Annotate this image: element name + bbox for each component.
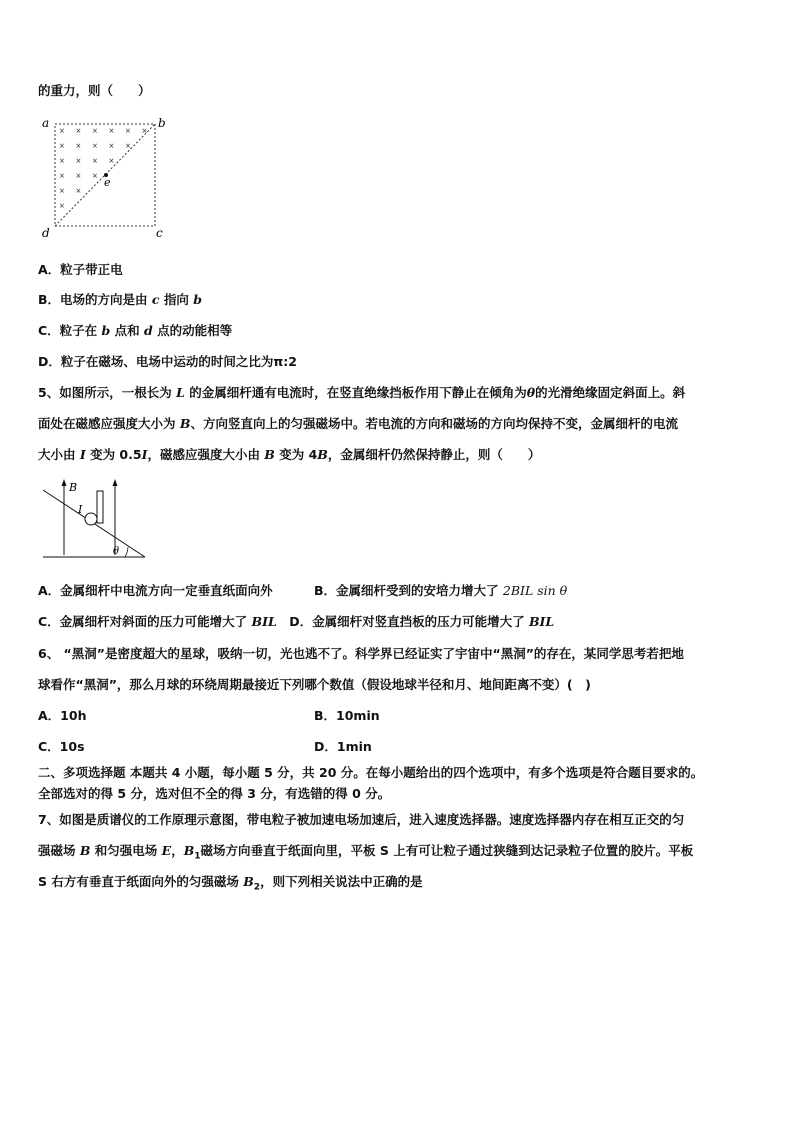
field-x-mark: ×	[141, 127, 148, 135]
field-x-mark: ×	[92, 172, 98, 180]
field-x-mark: ×	[125, 127, 131, 135]
q4-option-d: D．粒子在磁场、电场中运动的时间之比为π:2	[38, 354, 297, 369]
q6-option-c: C．10s	[38, 739, 85, 754]
q5-stem-line1: 5、如图所示，一根长为 L 的金属细杆通有电流时，在竖直绝缘挡板作用下静止在倾角为θ的光滑绝缘固定斜面上。斜	[38, 385, 686, 400]
field-x-mark: ×	[92, 157, 98, 165]
q6-option-d: D．1min	[314, 739, 372, 754]
field-x-mark: ×	[59, 157, 65, 165]
label-e: e	[104, 176, 111, 189]
q6-option-b: B．10min	[314, 708, 380, 723]
q5-option-c-d: C．金属细杆对斜面的压力可能增大了 BIL D．金属细杆对竖直挡板的压力可能增大了 BIL	[38, 614, 555, 629]
q7-stem-line1: 7、如图是质谱仪的工作原理示意图，带电粒子被加速电场加速后，进入速度选择器。速度选择器内存在相互正交的匀	[38, 812, 685, 827]
q5-stem-line3: 大小由 I 变为 0.5I，磁感应强度大小由 B 变为 4B，金属细杆仍然保持静止，则（ ）	[38, 447, 541, 462]
q4-stem-tail: 的重力，则（ ）	[38, 83, 151, 98]
metal-rod	[85, 513, 97, 525]
q4-figure	[40, 115, 170, 240]
field-x-mark: ×	[75, 127, 82, 135]
angle-arc	[125, 547, 128, 557]
label-a: a	[42, 116, 50, 130]
q4-option-a: A．粒子带正电	[38, 262, 123, 277]
q5-option-a: A．金属细杆中电流方向一定垂直纸面向外	[38, 583, 273, 598]
field-x-mark: ×	[108, 157, 115, 165]
field-x-mark: ×	[92, 142, 98, 150]
q7-stem-line3: S 右方有垂直于纸面向外的匀强磁场 $B_2$，则下列相关说法中正确的是	[38, 874, 423, 893]
vertical-baffle	[97, 491, 103, 523]
q4-option-b: B．电场的方向是由 c 指向 b	[38, 292, 202, 307]
q7-stem-line2: 强磁场 B 和匀强电场 E，$B_1$磁场方向垂直于纸面向里，平板 S 上有可让粒子通过狭缝到达记录粒子位置的胶片。平板	[38, 843, 694, 862]
field-x-mark: ×	[59, 172, 65, 180]
field-x-mark: ×	[108, 127, 115, 135]
field-x-mark: ×	[75, 157, 82, 165]
label-c: c	[156, 226, 163, 240]
field-x-mark: ×	[108, 142, 115, 150]
label-current-i: I	[78, 503, 83, 516]
q5-figure	[40, 477, 155, 562]
field-x-mark: ×	[75, 142, 82, 150]
field-x-mark: ×	[75, 187, 82, 195]
field-x-mark: ×	[75, 172, 82, 180]
label-theta: θ	[113, 546, 120, 557]
field-x-mark: ×	[59, 187, 65, 195]
q6-stem-line1: 6、 “黑洞”是密度超大的星球，吸纳一切，光也逃不了。科学界已经证实了宇宙中“黑洞”的存在，某同学思考若把地	[38, 646, 684, 661]
magnetic-field-marks	[59, 127, 147, 210]
label-field-b: B	[69, 481, 78, 494]
section2-instructions-line2: 全部选对的得 5 分，选对但不全的得 3 分，有选错的得 0 分。	[38, 786, 391, 801]
label-d: d	[42, 226, 50, 240]
field-x-mark: ×	[59, 142, 65, 150]
q5-option-b: B．金属细杆受到的安培力增大了 2BIL sin θ	[314, 583, 568, 598]
q4-option-c: C．粒子在 b 点和 d 点的动能相等	[38, 323, 233, 338]
q6-option-a: A．10h	[38, 708, 87, 723]
q6-stem-line2: 球看作“黑洞”，那么月球的环绕周期最接近下列哪个数值（假设地球半径和月、地间距离不变）( )	[38, 677, 591, 692]
q5-stem-line2: 面处在磁感应强度大小为 B、方向竖直向上的匀强磁场中。若电流的方向和磁场的方向均保持不变，金属细杆的电流	[38, 416, 678, 431]
section2-instructions-line1: 二、多项选择题 本题共 4 小题，每小题 5 分，共 20 分。在每小题给出的四个选项中，有多个选项是符合题目要求的。	[38, 765, 704, 780]
field-x-mark: ×	[125, 142, 131, 150]
field-x-mark: ×	[92, 127, 98, 135]
field-x-mark: ×	[59, 202, 65, 210]
field-x-mark: ×	[59, 127, 65, 135]
label-b: b	[158, 116, 166, 130]
